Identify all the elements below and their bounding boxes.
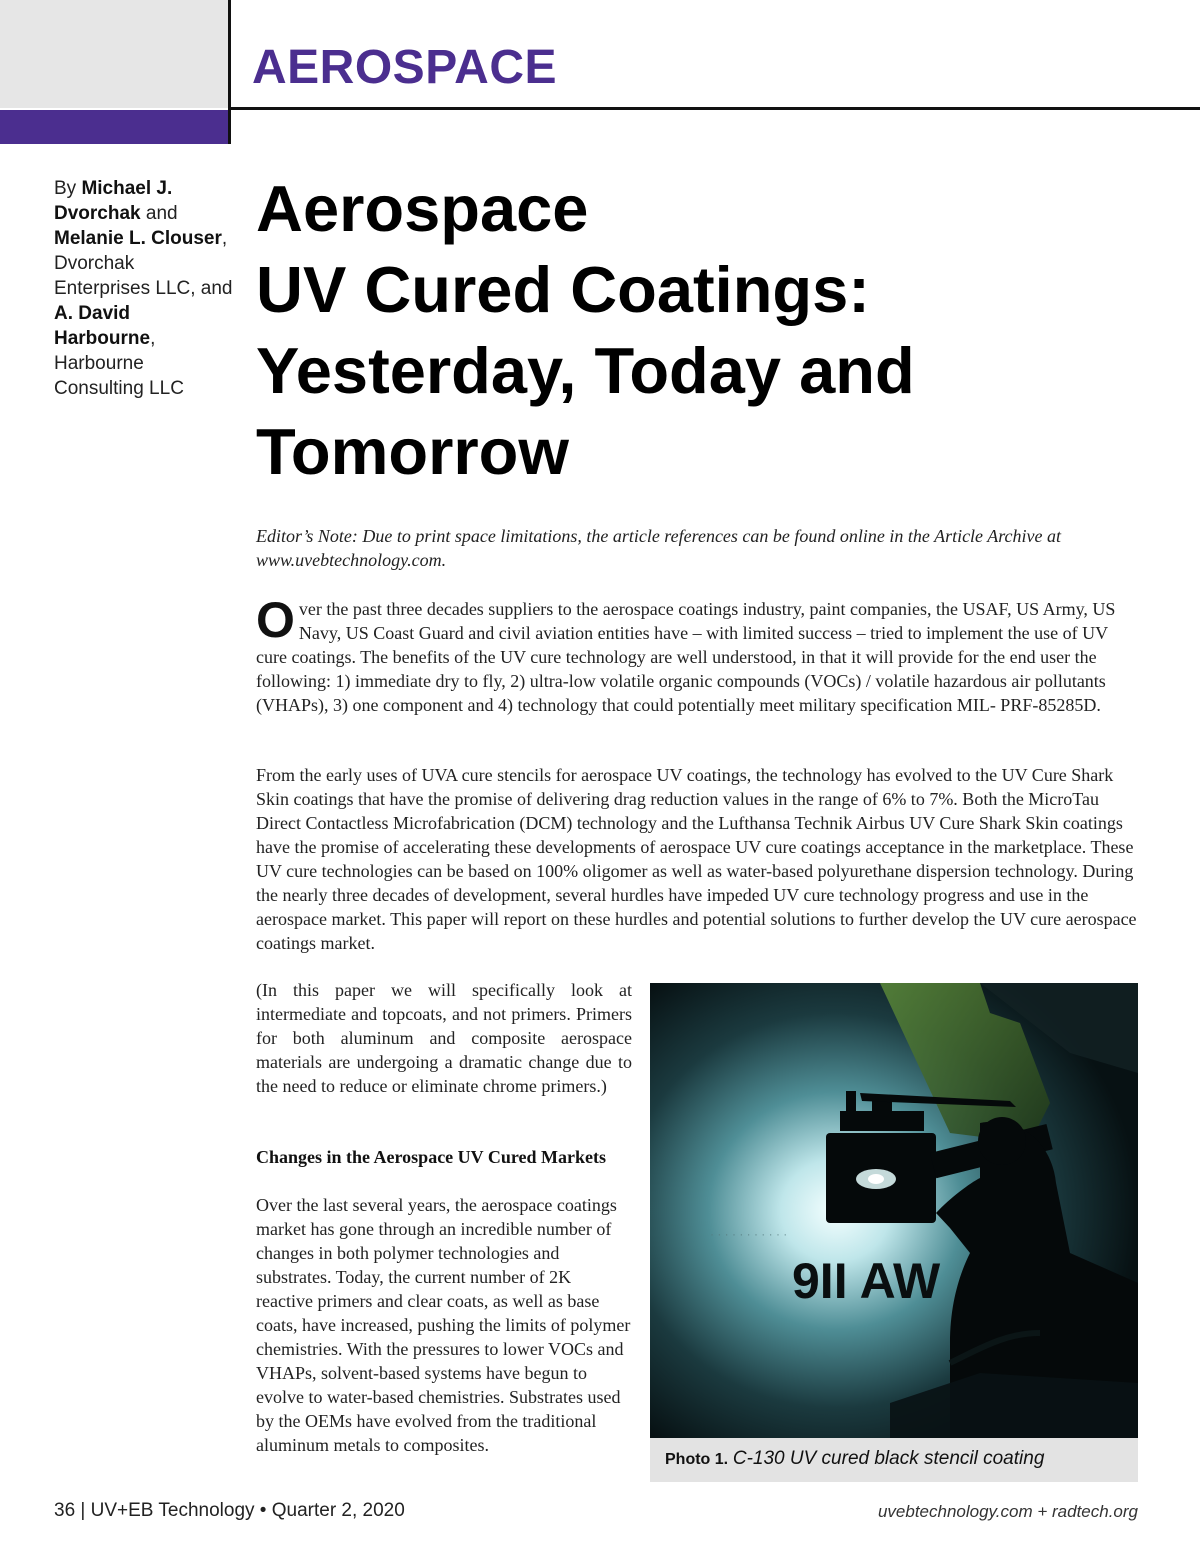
header-bar-edge: [228, 110, 231, 144]
svg-text:· · · · · · · · · · ·: · · · · · · · · · · ·: [710, 1227, 788, 1241]
intro-paragraph: [256, 592, 1140, 717]
author-3: A. David Harbourne: [54, 303, 151, 349]
affiliation-1: , Dvorchak Enterprises LLC, and: [54, 228, 233, 299]
byline: [54, 176, 234, 401]
article-title: [256, 168, 1156, 492]
header-accent-bar: [0, 110, 228, 144]
title-line-1: Aerospace: [256, 172, 589, 245]
title-line-2: UV Cured Coatings:: [256, 253, 870, 326]
caption-label: Photo 1.: [665, 1451, 729, 1468]
title-line-3: Yesterday, Today and: [256, 334, 915, 407]
body-paragraph-3: (In this paper we will specifically look at intermediate and topcoats, and not primers. Primers for both aluminum and composite aerospace materials are undergoing a dramatic change due to the need to reduce or eliminate chrome primers.): [256, 980, 632, 1096]
section-subheading: Changes in the Aerospace UV Cured Markets: [256, 1147, 606, 1167]
photo-caption: [650, 1438, 1138, 1482]
editor-note: Editor’s Note: Due to print space limitations, the article references can be found online in the Article Archive at www.uvebtechnology.com.: [256, 526, 1062, 570]
header-gray-box: [0, 0, 231, 108]
footer-websites: uvebtechnology.com + radtech.org: [877, 1502, 1138, 1521]
body-paragraph-2: From the early uses of UVA cure stencils for aerospace UV coatings, the technology has evolved to the UV Cure Shark Skin coatings that have the promise of delivering drag reduction values in the range of 6% to 7%. Both the MicroTau Direct Contactless Microfabrication (DCM) technology and the Lufthansa Technik Airbus UV Cure Shark Skin coatings have the promise of accelerating these developments of aerospace UV cure coatings acceptance in the marketplace. These UV cure technologies can be based on 100% oligomer as well as water-based polyurethane dispersion technology. During the nearly three decades of development, several hurdles have impeded UV cure technology progress and use in the aerospace market. This paper will report on these hurdles and potential solutions to further develop the UV cure aerospace coatings market.: [256, 765, 1137, 953]
intro-paragraph-text: ver the past three decades suppliers to the aerospace coatings industry, paint companies, the USAF, US Army, US Navy, US Coast Guard and civil aviation entities have – with limited success – tried to implement the use of UV cure coatings. The benefits of the UV cure technology are well understood, in that it will provide for the end user the following: 1) immediate dry to fly, 2) ultra-low volatile organic compounds (VOCs) / volatile hazardous air pollutants (VHAPs), 3) one component and 4) technology that could potentially meet military specification MIL- PRF-85285D.: [256, 599, 1116, 715]
photo-stencil-text: 9II AW: [792, 1253, 941, 1309]
footer-page-info: 36 | UV+EB Technology • Quarter 2, 2020: [54, 1500, 405, 1521]
byline-by: By: [54, 178, 82, 199]
photo-c130-stencil: [650, 983, 1138, 1438]
header-rule: [228, 107, 1200, 110]
body-paragraph-4: Over the last several years, the aerospace coatings market has gone through an incredible number of changes in both polymer technologies and substrates. Today, the current number of 2K reactive primers and clear coats, as well as base coats, have increased, pushing the limits of polymer chemistries. With the pressures to lower VOCs and VHAPs, solvent-based systems have begun to evolve to water-based chemistries. Substrates used by the OEMs have evolved from the traditional aluminum metals to composites.: [256, 1195, 631, 1455]
byline-and: and: [140, 203, 178, 224]
caption-text: C-130 UV cured black stencil coating: [732, 1448, 1045, 1469]
author-2: Melanie L. Clouser: [54, 228, 222, 249]
title-line-4: Tomorrow: [256, 415, 569, 488]
section-title: AEROSPACE: [252, 41, 557, 94]
affiliation-2: , Harbourne Consulting LLC: [54, 328, 184, 399]
author-1: Michael J. Dvorchak: [54, 178, 173, 224]
drop-cap: O: [256, 592, 295, 648]
